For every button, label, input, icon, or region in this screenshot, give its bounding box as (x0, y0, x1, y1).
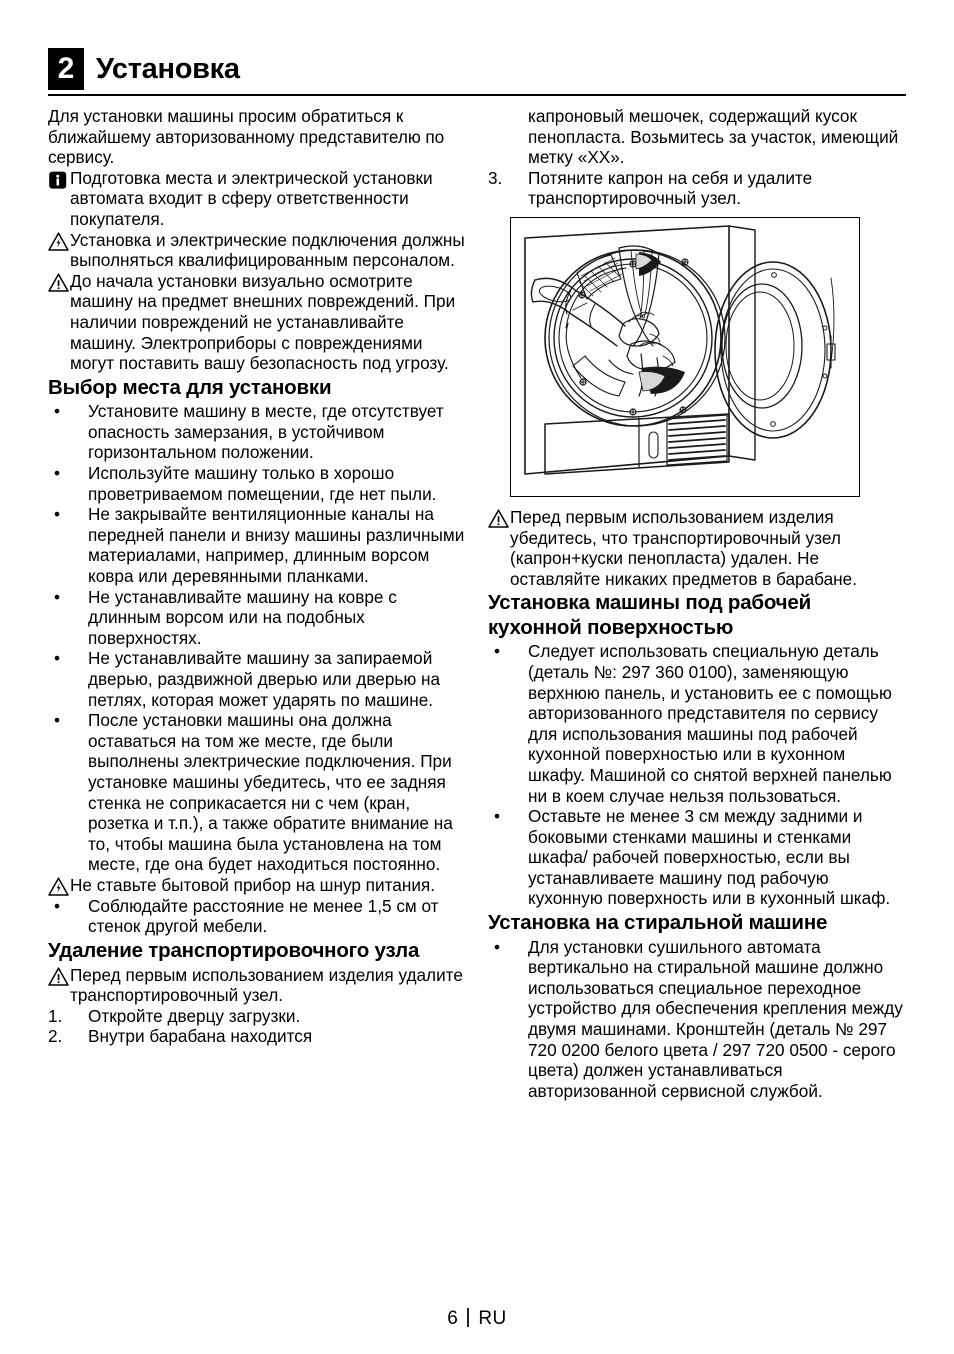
bullet-marker: • (54, 586, 61, 607)
list-item (48, 710, 466, 875)
note-info (48, 168, 466, 230)
page-number: 6 (447, 1308, 459, 1329)
note-transport-lock-warning (48, 965, 466, 1006)
intro-paragraph: Для установки машины просим обратиться к ближайшему авторизованному представителю по сервису. (48, 106, 445, 168)
section-heading-under-counter-install: Установка машины под рабочей кухонной поверхностью (488, 591, 811, 639)
list-item (488, 641, 906, 806)
list-item (48, 896, 466, 937)
list-item-text: После установки машины она должна оставаться на том же месте, где были выполнены электрические подключения. При установке машины убедитесь, что ее задняя стенка не соприкасается ни с чем (кран, розетка и т.п.), а также обратите внимание на то, чтобы машина была установлена на том месте, где она будет находиться постоянно. (88, 710, 453, 875)
dryer-transport-bag-removal-illustration (510, 217, 860, 497)
list-item (488, 937, 906, 1102)
footer-language: RU (478, 1308, 507, 1329)
warning-triangle-icon (48, 271, 69, 292)
step-number: 3. (488, 167, 503, 188)
list-item-text: Используйте машину только в хорошо проветриваемом помещении, где нет пыли. (88, 463, 437, 504)
warning-triangle-icon (488, 507, 509, 528)
list-item (48, 648, 466, 710)
header-divider (48, 94, 906, 96)
info-icon (48, 168, 69, 190)
bullet-marker: • (494, 806, 501, 827)
chapter-number-badge: 2 (48, 48, 84, 90)
bullet-marker: • (54, 710, 61, 731)
section-heading-stacking-on-washer: Установка на стиральной машине (488, 911, 828, 935)
list-item (48, 1006, 466, 1027)
step-number: 1. (48, 1005, 63, 1026)
electric-hazard-icon (48, 875, 69, 896)
list-item-text: Соблюдайте расстояние не менее 1,5 см от стенок другой мебели. (88, 895, 439, 937)
list-item (48, 401, 466, 463)
bullet-marker: • (54, 463, 61, 483)
note-electric-hazard-text: Установка и электрические подключения должны выполняться квалифицированным персоналом. (70, 229, 465, 271)
content-columns (48, 106, 906, 1101)
list-item-text: Установите машину в месте, где отсутствует опасность замерзания, в устойчивом горизонтальном положении. (88, 401, 444, 463)
right-column (488, 106, 906, 1101)
list-item-text: Оставьте не менее 3 см между задними и боковыми стенками машины и стенками шкафа/ рабочей поверхностью, если вы устанавливаете машину под рабочую кухонную поверхность или в кухонный шкаф. (528, 806, 891, 909)
dryer-illustration-svg (511, 218, 858, 495)
step-number: 2. (48, 1026, 63, 1047)
section-heading-transport-lock-removal: Удаление транспортировочного узла (48, 939, 420, 963)
footer-separator (467, 1308, 469, 1327)
list-item (48, 1026, 466, 1047)
list-item (48, 463, 466, 504)
note-before-first-use-warning-text: Перед первым использованием изделия убедитесь, что транспортировочный узел (капрон+куски пенопласта) удален. Не оставляйте никаких предметов в барабане. (510, 506, 858, 589)
bullet-marker: • (54, 895, 61, 916)
electric-hazard-icon (48, 230, 69, 251)
stacking-bullet-list (488, 937, 906, 1102)
step-continuation-spacer (488, 106, 528, 168)
step-2-continuation (488, 106, 906, 168)
list-item-text: Для установки сушильного автомата вертикально на стиральной машине должно использоваться специальное переходное устройство для обеспечения крепления между двумя машинами. Кронштейн (деталь № 297 720 0200 белого цвета / 297 720 0500 - серого цвета) должен устанавливаться авторизованной сервисной службой. (528, 936, 903, 1101)
list-item (488, 168, 906, 209)
chapter-header (48, 44, 906, 90)
under-counter-bullet-list (488, 641, 906, 909)
note-warning-inspect (48, 271, 466, 374)
transport-lock-steps-list (48, 1006, 466, 1047)
page-title: Установка (96, 53, 240, 85)
list-item-text: Не устанавливайте машину за запираемой дверью, раздвижной дверью или дверью на петлях, которая может ударять по машине. (88, 648, 441, 710)
step-continuation-text: капроновый мешочек, содержащий кусок пенопласта. Возьмитесь за участок, имеющий метку «XX». (528, 106, 899, 168)
location-choice-bullet-list-tail (48, 896, 466, 937)
list-item-text: Не закрывайте вентиляционные каналы на передней панели и внизу машины различными материалами, например, длинным ворсом ковра или деревянными планками. (88, 504, 465, 586)
note-before-first-use-warning (488, 507, 906, 589)
section-heading-location-choice: Выбор места для установки (48, 375, 332, 399)
note-electric-hazard (48, 230, 466, 271)
bullet-marker: • (54, 504, 61, 525)
list-item-text: Следует использовать специальную деталь (деталь №: 297 360 0100), заменяющую верхнюю панель, и установить ее с помощью авторизованного представителя по сервису для использования машины под рабочей кухонной поверхностью или в кухонном шкафу. Машиной со снятой верхней панелью ни в коем случае нельзя пользоваться. (528, 641, 892, 806)
list-item (48, 504, 466, 586)
list-item (488, 806, 906, 909)
note-power-cord-warning-text: Не ставьте бытовой прибор на шнур питания. (70, 874, 436, 895)
bullet-marker: • (494, 641, 501, 662)
step-text: Внутри барабана находится (88, 1026, 313, 1047)
bullet-marker: • (54, 648, 61, 669)
warning-triangle-icon (48, 965, 69, 986)
list-item-text: Не устанавливайте машину на ковре с длинным ворсом или на подобных поверхностях. (88, 586, 397, 648)
step-text: Откройте дверцу загрузки. (88, 1005, 301, 1026)
note-transport-lock-warning-text: Перед первым использованием изделия удалите транспортировочный узел. (70, 964, 463, 1006)
transport-lock-steps-list-continued (488, 168, 906, 209)
list-item (48, 587, 466, 649)
note-warning-inspect-text: До начала установки визуально осмотрите машину на предмет внешних повреждений. При наличии повреждений не устанавливайте машину. Электроприборы с повреждениями могут поставить вашу безопасность под угрозу. (70, 270, 456, 374)
note-power-cord-warning (48, 875, 466, 896)
bullet-marker: • (54, 401, 61, 422)
bullet-marker: • (494, 936, 501, 957)
left-column (48, 106, 466, 1101)
page-footer (0, 1308, 954, 1330)
location-choice-bullet-list (48, 401, 466, 875)
step-text: Потяните капрон на себя и удалите транспортировочный узел. (528, 167, 813, 209)
note-info-text: Подготовка места и электрической установки автомата входит в сферу ответственности покупателя. (70, 167, 433, 229)
